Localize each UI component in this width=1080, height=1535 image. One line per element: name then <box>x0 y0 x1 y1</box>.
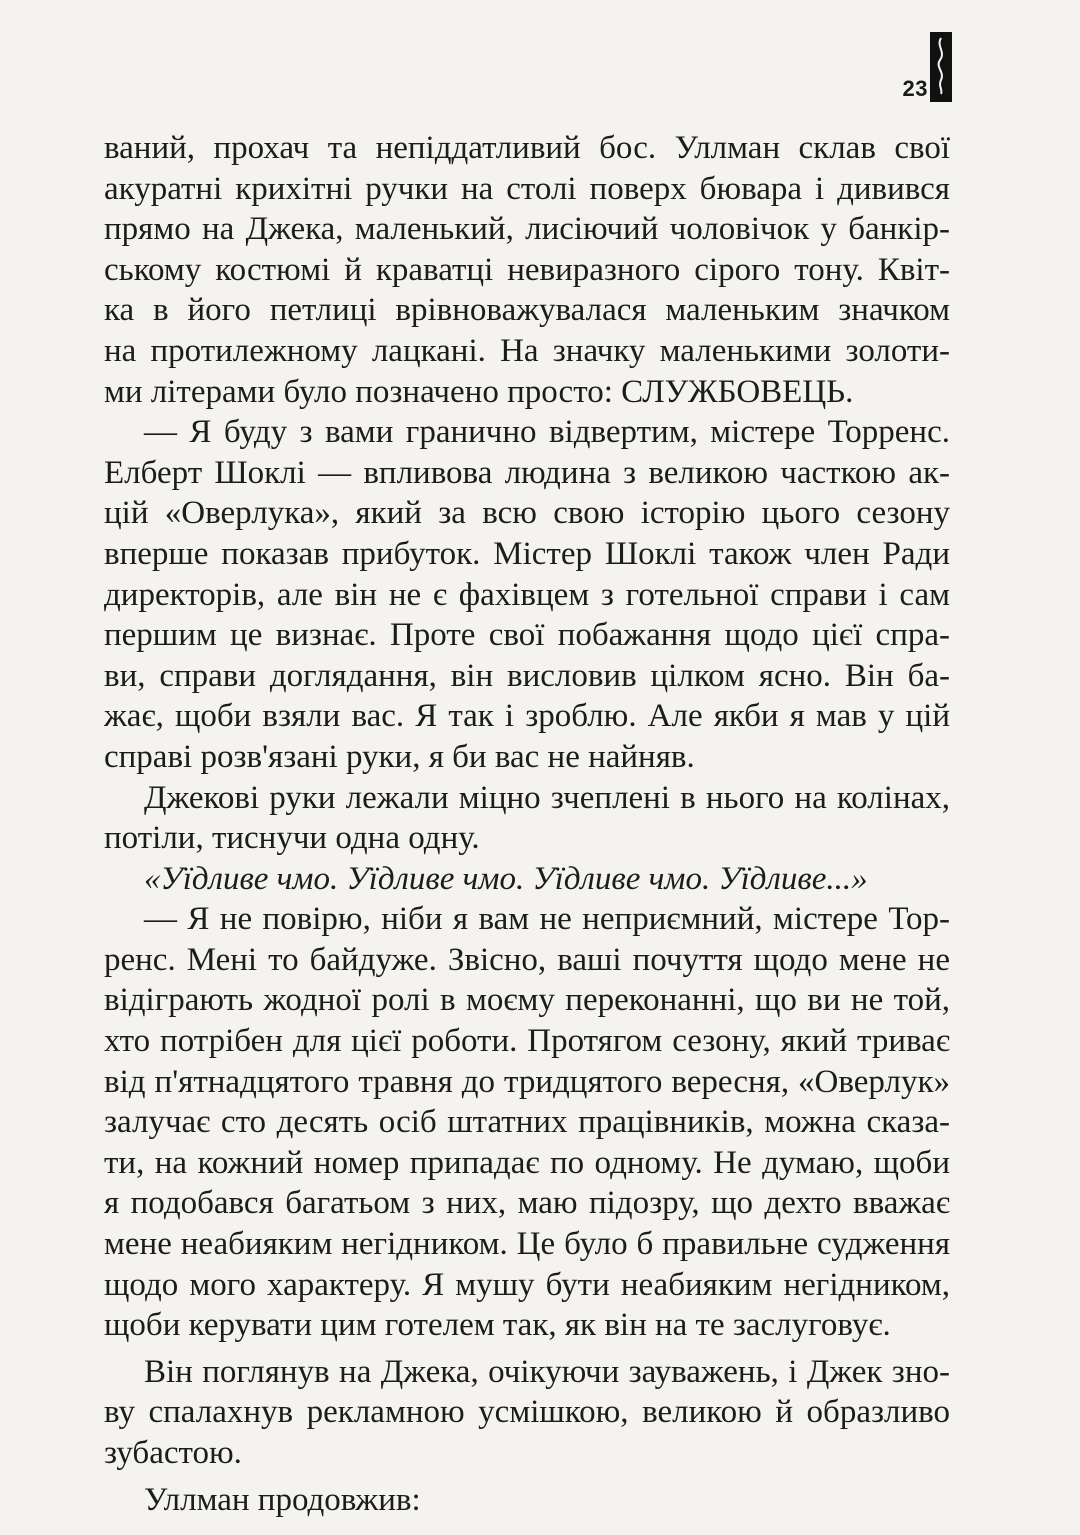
text-line: Джекові руки лежали міцно зчеплені в нього на колінах, <box>144 779 950 816</box>
text-line: на протилежному лацкані. На значку маленькими золоти- <box>104 332 950 369</box>
text-line: потіли, тиснучи одна одну. <box>104 820 480 857</box>
text-line: ренс. Мені то байдуже. Звісно, ваші почуття щодо мене не <box>104 941 950 978</box>
text-line: справі розв'язані руки, я би вас не найняв. <box>104 738 695 775</box>
text-line: цій «Оверлука», який за всю свою історію цього сезону <box>104 495 950 532</box>
text-line: ти, на кожний номер припадає по одному. Не думаю, щоби <box>104 1144 950 1181</box>
text-line: жає, щоби взяли вас. Я так і зроблю. Але якби я мав у цій <box>104 698 950 735</box>
text-line: ми літерами було позначено просто: СЛУЖБОВЕЦЬ. <box>104 373 854 410</box>
text-line: акуратні крихітні ручки на столі поверх бювара і дивився <box>104 170 950 207</box>
squiggle-icon <box>932 36 950 96</box>
text-line: хто потрібен для цієї роботи. Протягом сезону, який триває <box>104 1023 950 1060</box>
text-line: — Я не повірю, ніби я вам не неприємний, містере Тор- <box>144 901 950 938</box>
text-line: ви, справи доглядання, він висловив цілком ясно. Він ба- <box>104 657 950 694</box>
text-line: Уллман продовжив: <box>144 1481 421 1518</box>
text-line: ву спалахнув рекламною усмішкою, великою й образливо <box>104 1394 950 1431</box>
text-line: щодо мого характеру. Я мушу бути неабияким негідником, <box>104 1266 950 1303</box>
chapter-corner-mark <box>930 32 952 102</box>
text-line: Елберт Шоклі — впливова людина з великою часткою ак- <box>104 454 950 491</box>
text-line: я подобався багатьом з них, маю підозру, що дехто вважає <box>104 1185 950 1222</box>
text-line: вперше показав прибуток. Містер Шоклі також член Ради <box>104 535 950 572</box>
text-line: «Уїдливе чмо. Уїдливе чмо. Уїдливе чмо. Уїдливе...» <box>144 860 868 897</box>
text-line: директорів, але він не є фахівцем з готельної справи і сам <box>104 576 950 613</box>
text-line: ка в його петлиці врівноважувалася маленьким значком <box>104 292 950 329</box>
text-line: зубастою. <box>104 1435 242 1471</box>
text-line: мене неабияким негідником. Це було б правильне судження <box>104 1226 950 1263</box>
text-line: прямо на Джека, маленький, лисіючий чоловічок у банкір- <box>104 211 950 248</box>
text-line: — Я буду з вами гранично відвертим, містере Торренс. <box>144 414 950 451</box>
text-line: першим це визнає. Проте свої побажання щодо цієї спра- <box>104 617 950 654</box>
text-line: ському костюмі й краватці невиразного сірого тону. Квіт- <box>104 251 950 288</box>
page-number: 23 <box>902 76 928 101</box>
text-line: ваний, прохач та непіддатливий бос. Уллман склав свої <box>104 130 950 166</box>
text-line: відіграють жодної ролі в моєму переконанні, що ви не той, <box>104 982 950 1019</box>
text-line: Він поглянув на Джека, очікуючи зауважень, і Джек зно- <box>144 1353 950 1390</box>
text-line: щоби керувати цим готелем так, як він на те заслуговує. <box>104 1307 891 1344</box>
text-line: залучає сто десять осіб штатних працівників, можна сказа- <box>104 1104 950 1141</box>
text-line: від п'ятнадцятого травня до тридцятого вересня, «Оверлук» <box>104 1063 950 1100</box>
body-text <box>104 128 950 1520</box>
